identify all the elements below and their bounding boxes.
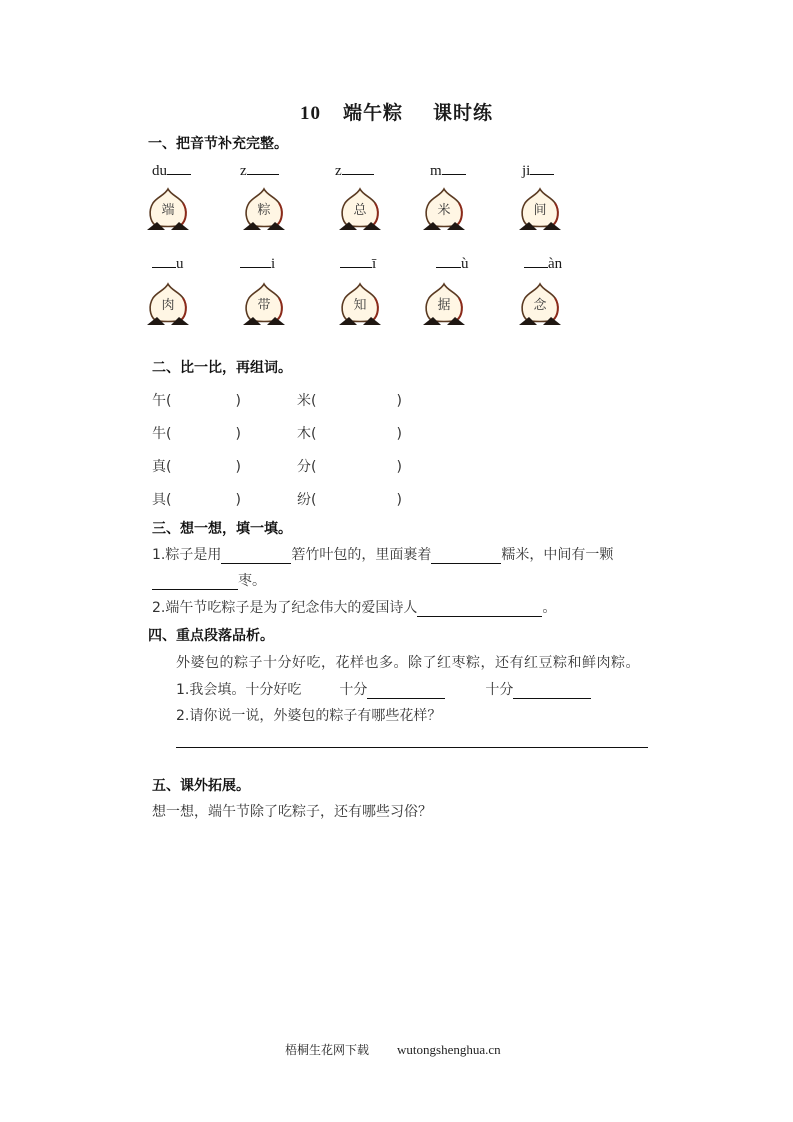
peach-card bbox=[241, 187, 287, 229]
section2-heading: 二、比一比，再组词。 bbox=[152, 360, 292, 376]
peach-card bbox=[421, 187, 467, 229]
hanzi: 念 bbox=[533, 298, 547, 313]
pinyin-blank[interactable] bbox=[442, 160, 466, 175]
section4-heading: 四、重点段落品析。 bbox=[148, 628, 274, 644]
pinyin-blank[interactable] bbox=[240, 253, 271, 268]
answer-line[interactable] bbox=[176, 747, 648, 748]
pinyin-item: du bbox=[152, 160, 191, 180]
hanzi: 粽 bbox=[257, 203, 271, 218]
peach-card bbox=[337, 187, 383, 229]
pinyin-item: z bbox=[240, 160, 279, 180]
fill-blank[interactable] bbox=[513, 682, 591, 699]
pinyin-blank[interactable] bbox=[247, 160, 279, 175]
question-4-2: 2.请你说一说，外婆包的粽子有哪些花样？ bbox=[176, 708, 442, 724]
compare-char: 午 bbox=[152, 393, 166, 409]
word-pair-row: 木( ) bbox=[297, 426, 402, 442]
pinyin-blank[interactable] bbox=[152, 253, 176, 268]
peach-card bbox=[421, 282, 467, 324]
hanzi: 端 bbox=[161, 203, 175, 218]
peach-card bbox=[145, 187, 191, 229]
pinyin-item: i bbox=[240, 253, 275, 273]
pinyin-item: àn bbox=[524, 253, 562, 273]
section1-heading: 一、把音节补充完整。 bbox=[148, 136, 288, 152]
question-5: 想一想，端午节除了吃粽子，还有哪些习俗？ bbox=[152, 804, 432, 820]
pinyin-item: ī bbox=[340, 253, 376, 273]
word-pair-row: 牛( ) bbox=[152, 426, 241, 442]
pinyin-item: ù bbox=[436, 253, 469, 273]
compare-char: 牛 bbox=[152, 426, 166, 442]
lesson-subtitle: 课时练 bbox=[433, 102, 494, 124]
pinyin-blank[interactable] bbox=[167, 160, 191, 175]
pinyin-item: u bbox=[152, 253, 184, 273]
pinyin-item: ji bbox=[522, 160, 554, 180]
pinyin-blank[interactable] bbox=[342, 160, 374, 175]
page-title bbox=[0, 98, 793, 125]
compare-char: 纷 bbox=[297, 492, 311, 508]
peach-card bbox=[145, 282, 191, 324]
fill-blank[interactable] bbox=[152, 573, 238, 590]
word-pair-row: 分( ) bbox=[297, 459, 402, 475]
fill-blank[interactable] bbox=[431, 547, 501, 564]
footer-site-name: 梧桐生花网下载 bbox=[285, 1043, 370, 1057]
question-4-1: 1.我会填。十分好吃 十分 十分 bbox=[176, 679, 591, 699]
fill-blank[interactable] bbox=[367, 682, 445, 699]
passage: 外婆包的粽子十分好吃，花样也多。除了红枣粽，还有红豆粽和鲜肉粽。 bbox=[176, 655, 640, 671]
hanzi: 间 bbox=[533, 203, 547, 218]
peach-card bbox=[517, 187, 563, 229]
word-pair-row: 真( ) bbox=[152, 459, 241, 475]
pinyin-item: z bbox=[335, 160, 374, 180]
lesson-name: 端午粽 bbox=[342, 102, 403, 124]
footer bbox=[285, 1041, 501, 1058]
word-pair-row: 纷( ) bbox=[297, 492, 402, 508]
peach-card bbox=[337, 282, 383, 324]
peach-card bbox=[241, 282, 287, 324]
pinyin-blank[interactable] bbox=[340, 253, 372, 268]
hanzi: 肉 bbox=[161, 298, 175, 313]
footer-url[interactable]: wutongshenghua.cn bbox=[397, 1042, 501, 1057]
hanzi: 总 bbox=[353, 203, 367, 218]
compare-char: 米 bbox=[297, 393, 311, 409]
compare-char: 分 bbox=[297, 459, 311, 475]
compare-char: 真 bbox=[152, 459, 166, 475]
question-3-1-cont: 枣。 bbox=[152, 570, 266, 590]
hanzi: 据 bbox=[437, 298, 451, 313]
pinyin-item: m bbox=[430, 160, 466, 180]
section5-heading: 五、课外拓展。 bbox=[152, 778, 250, 794]
word-pair-row: 具( ) bbox=[152, 492, 241, 508]
pinyin-blank[interactable] bbox=[524, 253, 548, 268]
fill-blank[interactable] bbox=[221, 547, 291, 564]
hanzi: 知 bbox=[353, 298, 367, 313]
fill-blank[interactable] bbox=[417, 600, 542, 617]
compare-char: 木 bbox=[297, 426, 311, 442]
pinyin-blank[interactable] bbox=[530, 160, 554, 175]
compare-char: 具 bbox=[152, 492, 166, 508]
pinyin-blank[interactable] bbox=[436, 253, 461, 268]
word-pair-row: 午( ) bbox=[152, 393, 241, 409]
word-pair-row: 米( ) bbox=[297, 393, 402, 409]
peach-card bbox=[517, 282, 563, 324]
question-3-1: 1.粽子是用 箬竹叶包的，里面裹着 糯米，中间有一颗 bbox=[152, 547, 614, 563]
section3-heading: 三、想一想，填一填。 bbox=[152, 521, 292, 537]
hanzi: 米 bbox=[437, 203, 451, 218]
lesson-number: 10 bbox=[299, 103, 321, 124]
question-3-2: 2.端午节吃粽子是为了纪念伟大的爱国诗人 。 bbox=[152, 600, 557, 616]
hanzi: 带 bbox=[257, 298, 271, 313]
